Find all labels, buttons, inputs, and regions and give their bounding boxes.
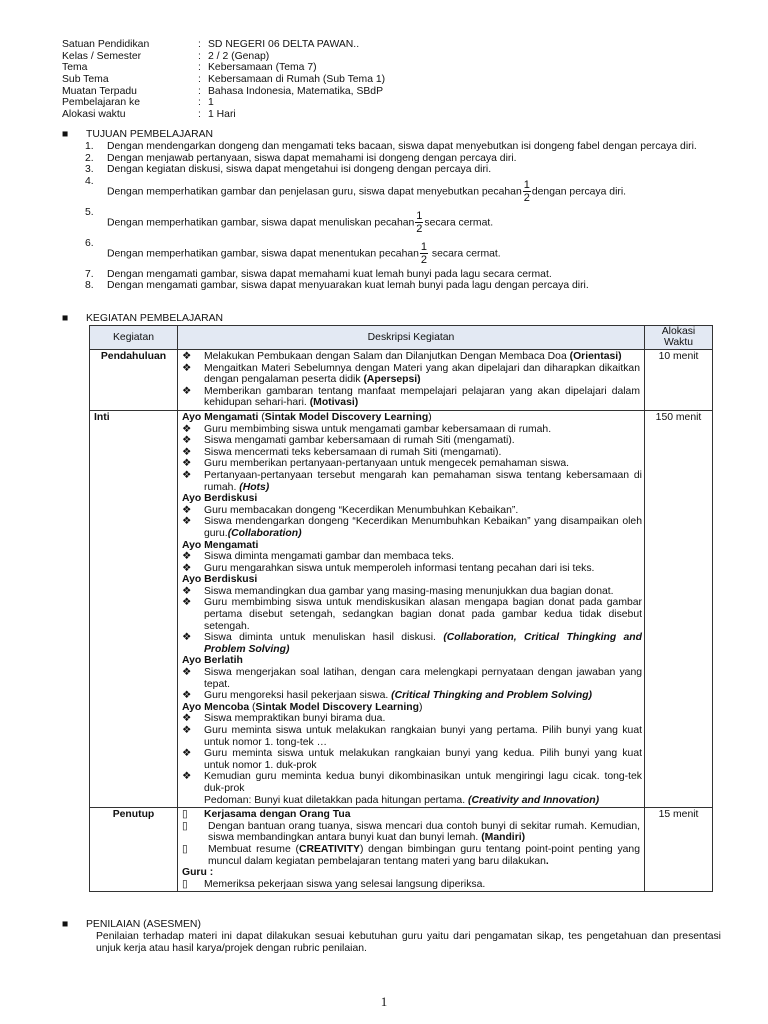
row-inti (90, 410, 713, 807)
identity-value: 1 (208, 97, 214, 109)
identity-value: Bahasa Indonesia, Matematika, SBdP (208, 85, 384, 97)
pendahuluan-label: Pendahuluan (90, 350, 178, 411)
tujuan-item: 5. Dengan memperhatikan gambar, siswa dapat menuliskan pecahan $\frac{1}{2}$ secara cermat. (85, 206, 494, 235)
inti-label: Inti (90, 410, 178, 807)
penutup-time: 15 menit (645, 808, 713, 892)
kegiatan-heading: ■ KEGIATAN PEMBELAJARAN (62, 313, 224, 324)
tujuan-item: 7. Dengan mengamati gambar, siswa dapat memahami kuat lemah bunyi pada lagu secara cermat. (85, 268, 552, 280)
tujuan-item: 6. Dengan memperhatikan gambar, siswa dapat menentukan pecahan $\frac{1}{2}$ secara cermat. (85, 237, 501, 266)
pendahuluan-time: 10 menit (645, 350, 713, 411)
identity-value: 1 Hari (208, 109, 236, 121)
tujuan-item: 4. Dengan memperhatikan gambar dan penjelasan guru, siswa dapat menyebutkan pecahan $\frac{1}{2}$ dengan percaya diri. (85, 175, 627, 204)
penutup-desc: ▯ Kerjasama dengan Orang Tua ▯ Dengan bantuan orang tuanya, siswa mencari dua contoh bunyi di sekitar rumah. Kemudian, siswa membandingkan antara bunyi kuat dan bunyi lemah. (Mandiri) ▯ Membuat resume (CREATIVITY) dengan bimbingan guru tentang point-point penting yang muncul dalam kegiatan pembelajaran tentang materi yang baru dilakukan. Guru : ▯ Memeriksa pekerjaan siswa yang selesai langsung diperiksa. (178, 808, 645, 892)
tujuan-item: 1. Dengan mendengarkan dongeng dan mengamati teks bacaan, siswa dapat menyebutkan isi dongeng fabel dengan percaya diri. (85, 141, 697, 152)
identity-label: Tema (62, 62, 88, 74)
identity-label: Kelas / Semester (62, 50, 142, 62)
identity-value: Kebersamaan (Tema 7) (208, 62, 317, 74)
inti-desc: Ayo Mengamati (Sintak Model Discovery Learning) ❖ Guru membimbing siswa untuk mengamati gambar kebersamaan di rumah. ❖ Siswa mengamati gambar kebersamaan di rumah Siti (mengamati). ❖ Siswa mencermati teks kebersamaan di rumah Siti (mengamati). ❖ Guru memberikan pertanyaan-pertanyaan untuk mengecek pemahaman siswa. ❖ Pertanyaan-pertanyaan tersebut mengarah kan pemahaman siswa tentang kebersamaan di rumah. (Hots) Ayo Berdiskusi ❖ Guru membacakan dongeng “Kecerdikan Menumbuhkan Kebaikan”. ❖ Siswa mendengarkan dongeng “Kecerdikan Menumbuhkan Kebaikan” yang disampaikan oleh guru.(Collaboration) Ayo Mengamati ❖ Siswa diminta mengamati gambar dan membaca teks. ❖ Guru mengarahkan siswa untuk memperoleh informasi tentang pecahan dari isi teks. Ayo Berdiskusi ❖ Siswa memandingkan dua gambar yang masing-masing menunjukkan dua bagian donat. ❖ Guru membimbing siswa untuk mendiskusikan alasan mengapa bagian donat pada gambar pertama disebut setengah, sedangkan bagian donat pada gambar kedua tidak disebut setengah. ❖ Siswa diminta untuk menuliskan hasil diskusi. (Collaboration, Critical Thingking and Problem Solving) Ayo Berlatih ❖ Siswa mengerjakan soal latihan, dengan cara melengkapi pernyataan dengan jawaban yang tepat. ❖ Guru mengoreksi hasil pekerjaan siswa. (Critical Thingking and Problem Solving) Ayo Mencoba (Sintak Model Discovery Learning) ❖ Siswa mempraktikan bunyi birama dua. ❖ Guru meminta siswa untuk melakukan rangkaian bunyi yang pertama. Pilih bunyi yang kuat untuk nomor 1. tong-tek … ❖ Guru meminta siswa untuk melakukan rangkaian bunyi yang kedua. Pilih bunyi yang kuat untuk nomor 1. duk-prok ❖ Kemudian guru meminta kedua bunyi dikombinasikan untuk mengiringi lagu cicak. tong-tek duk-prok Pedoman: Bunyi kuat diletakkan pada hitungan pertama. (Creativity and Innovation) (178, 410, 645, 807)
row-penutup (90, 808, 713, 892)
identity-row: Kelas / Semester : 2 / 2 (Genap) (62, 50, 270, 62)
tujuan-list (85, 141, 723, 292)
penilaian-title: PENILAIAN (ASESMEN) (86, 919, 201, 930)
penilaian-heading: ■ PENILAIAN (ASESMEN) (62, 919, 201, 930)
identity-label: Sub Tema (62, 74, 109, 86)
fraction-half: $\frac{1}{2}$ (420, 240, 428, 266)
identity-row: Tema : Kebersamaan (Tema 7) (62, 62, 317, 74)
identity-value: Kebersamaan di Rumah (Sub Tema 1) (208, 74, 386, 86)
col-kegiatan: Kegiatan (90, 326, 178, 350)
identity-label: Muatan Terpadu (62, 85, 137, 97)
tujuan-title: TUJUAN PEMBELAJARAN (86, 129, 214, 140)
identity-row: Satuan Pendidikan : SD NEGERI 06 DELTA PAWAN.. (62, 39, 360, 50)
tujuan-item: 2. Dengan menjawab pertanyaan, siswa dapat memahami isi dongeng dengan percaya diri. (85, 152, 517, 164)
identity-value: SD NEGERI 06 DELTA PAWAN.. (208, 39, 360, 50)
tujuan-item: 8. Dengan mengamati gambar, siswa dapat menyuarakan kuat lemah bunyi pada lagu dengan percaya diri. (85, 280, 589, 292)
identity-block (62, 39, 712, 121)
penutup-label: Penutup (90, 808, 178, 892)
identity-row: Muatan Terpadu : Bahasa Indonesia, Matematika, SBdP (62, 85, 384, 97)
pendahuluan-desc: ❖ Melakukan Pembukaan dengan Salam dan Dilanjutkan Dengan Membaca Doa (Orientasi) ❖ Mengaitkan Materi Sebelumnya dengan Materi yang akan dipelajari dan diharapkan dikaitkan dengan pengalaman peserta didik (Apersepsi) ❖ Memberikan gambaran tentang manfaat mempelajari pelajaran yang akan dipelajari dalam kehidupan sehari-hari. (Motivasi) (178, 350, 645, 411)
identity-label: Satuan Pendidikan (62, 39, 150, 50)
tujuan-item: 3. Dengan kegiatan diskusi, siswa dapat mengetahui isi dongeng dengan percaya diri. (85, 164, 492, 176)
inti-time: 150 menit (645, 410, 713, 807)
tujuan-heading: ■ TUJUAN PEMBELAJARAN (62, 129, 214, 140)
kegiatan-table (89, 325, 713, 892)
identity-label: Pembelajaran ke (62, 97, 140, 109)
fraction-half: $\frac{1}{2}$ (523, 178, 530, 204)
page-number: 1 (380, 994, 388, 1009)
identity-row: Pembelajaran ke : 1 (62, 97, 214, 109)
kegiatan-title: KEGIATAN PEMBELAJARAN (86, 313, 224, 324)
identity-value: 2 / 2 (Genap) (208, 50, 270, 62)
identity-label: Alokasi waktu (62, 109, 126, 121)
penilaian-text: Penilaian terhadap materi ini dapat dilakukan sesuai kebutuhan guru yaitu dari pengamatan sikap, tes pengetahuan dan presentasi unjuk kerja atau hasil karya/projek dengan rubric penilaian. (96, 931, 721, 954)
identity-row: Sub Tema : Kebersamaan di Rumah (Sub Tema 1) (62, 74, 386, 86)
identity-row: Alokasi waktu : 1 Hari (62, 109, 236, 121)
col-deskripsi: Deskripsi Kegiatan (178, 326, 645, 350)
row-pendahuluan (90, 350, 713, 411)
fraction-half: $\frac{1}{2}$ (416, 209, 423, 235)
col-alokasi: Alokasi Waktu (645, 326, 713, 350)
